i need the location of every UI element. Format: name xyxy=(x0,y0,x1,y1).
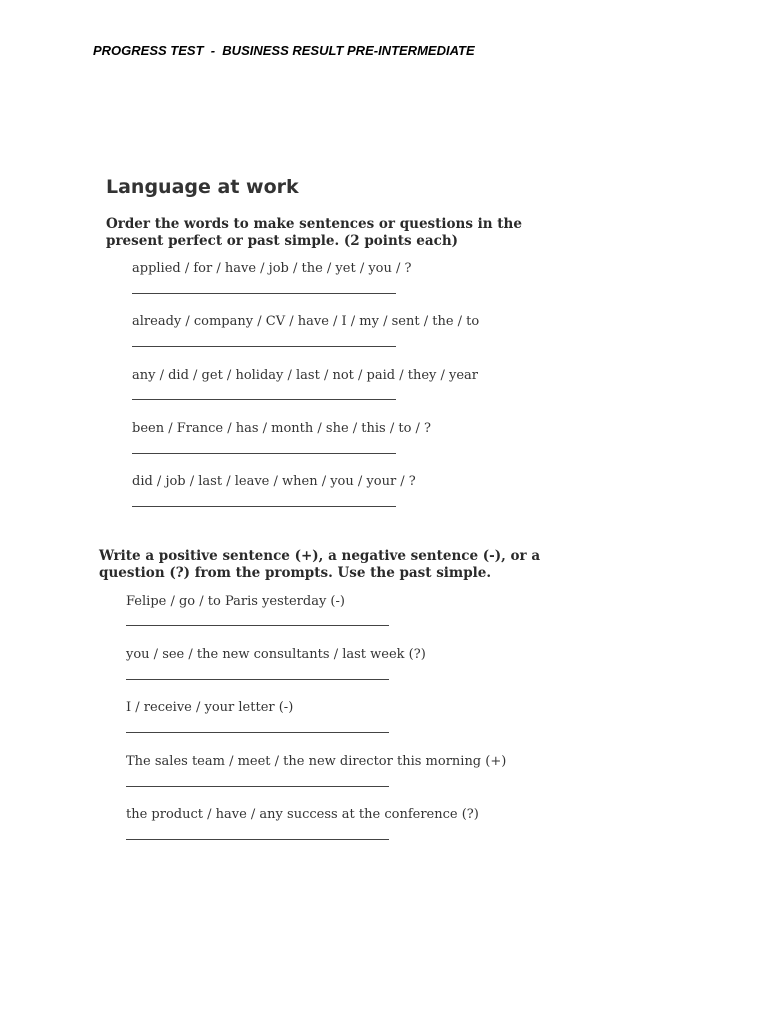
exercise1-instruction-line1: Order the words to make sentences or questions in the xyxy=(106,216,522,232)
exercise2-answer-line-3[interactable] xyxy=(126,732,389,733)
exercise1-answer-line-2[interactable] xyxy=(132,346,396,347)
exercise1-answer-line-3[interactable] xyxy=(132,399,396,400)
exercise2-item-2: you / see / the new consultants / last week (?) xyxy=(126,647,426,662)
exercise1-item-2: already / company / CV / have / I / my / sent / the / to xyxy=(132,314,480,329)
exercise2-item-3: I / receive / your letter (-) xyxy=(126,700,294,715)
exercise1-item-5: did / job / last / leave / when / you / your / ? xyxy=(132,474,416,489)
exercise1-instruction xyxy=(106,216,522,250)
exercise2-instruction xyxy=(99,548,540,582)
exercise1-answer-line-5[interactable] xyxy=(132,506,396,507)
exercise2-item-5: the product / have / any success at the conference (?) xyxy=(126,807,479,822)
exercise2-answer-line-5[interactable] xyxy=(126,839,389,840)
exercise2-instruction-line1: Write a positive sentence (+), a negative sentence (-), or a xyxy=(99,548,541,564)
exercise1-item-4: been / France / has / month / she / this / to / ? xyxy=(132,421,432,436)
exercise2-answer-line-1[interactable] xyxy=(126,625,389,626)
exercise1-instruction-line2: present perfect or past simple. (2 points each) xyxy=(106,233,459,249)
section-title: Language at work xyxy=(106,176,299,198)
document-header: PROGRESS TEST - BUSINESS RESULT PRE-INTERMEDIATE xyxy=(93,43,475,58)
exercise2-instruction-line2: question (?) from the prompts. Use the past simple. xyxy=(99,565,492,581)
exercise1-answer-line-1[interactable] xyxy=(132,293,396,294)
exercise1-answer-line-4[interactable] xyxy=(132,453,396,454)
exercise1-item-1: applied / for / have / job / the / yet / you / ? xyxy=(132,261,412,276)
exercise1-item-3: any / did / get / holiday / last / not / paid / they / year xyxy=(132,368,479,383)
exercise2-item-4: The sales team / meet / the new director this morning (+) xyxy=(126,754,507,769)
exercise2-item-1: Felipe / go / to Paris yesterday (-) xyxy=(126,594,345,609)
exercise2-answer-line-4[interactable] xyxy=(126,786,389,787)
exercise2-answer-line-2[interactable] xyxy=(126,679,389,680)
